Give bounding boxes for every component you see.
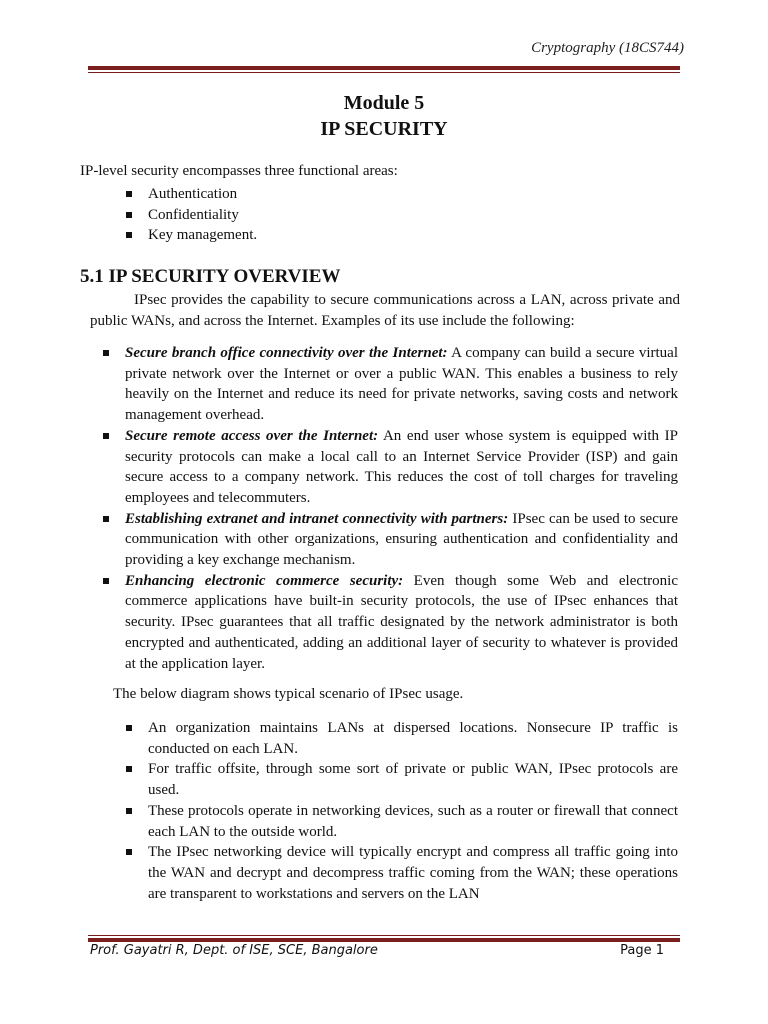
footer-rule-thin	[88, 935, 680, 936]
list-item: These protocols operate in networking devices, such as a router or firewall that connect each LAN to the outside world.	[148, 801, 678, 842]
square-bullet-icon	[126, 232, 132, 238]
topic-title: IP SECURITY	[320, 118, 448, 140]
square-bullet-icon	[126, 191, 132, 197]
module-title: Module 5	[343, 92, 425, 114]
header-rule-thick	[88, 66, 680, 70]
square-bullet-icon	[126, 849, 132, 855]
list-item: Establishing extranet and intranet connectivity with partners: IPsec can be used to secure communication with other organizations, ensuring authentication and confidentiality and providing a key exchange mechanism.	[125, 509, 678, 571]
list-item: Enhancing electronic commerce security: Even though some Web and electronic commerce applications have built-in security protocols, the use of IPsec enhances that security. IPsec guarantees that all traffic designated by the network administrator is both encrypted and authenticated, adding an additional layer of security to whatever is provided at the application layer.	[125, 571, 678, 675]
course-header: Cryptography (18CS744)	[531, 40, 684, 56]
square-bullet-icon	[126, 808, 132, 814]
square-bullet-icon	[103, 578, 109, 584]
square-bullet-icon	[103, 350, 109, 356]
section-heading: 5.1 IP SECURITY OVERVIEW	[80, 266, 341, 287]
square-bullet-icon	[126, 212, 132, 218]
square-bullet-icon	[126, 725, 132, 731]
page-number: Page 1	[620, 943, 664, 958]
diagram-intro-text: The below diagram shows typical scenario of IPsec usage.	[113, 686, 464, 702]
header-rule-thin	[88, 72, 680, 73]
square-bullet-icon	[103, 433, 109, 439]
footer-author: Prof. Gayatri R, Dept. of ISE, SCE, Bangalore	[90, 943, 378, 958]
square-bullet-icon	[103, 516, 109, 522]
list-item: Key management.	[148, 225, 708, 246]
list-item: Secure remote access over the Internet: An end user whose system is equipped with IP security protocols can make a local call to an Internet Service Provider (ISP) and gain secure access to a company network. This reduces the cost of toll charges for traveling employees and telecommuters.	[125, 426, 678, 509]
list-item: Confidentiality	[148, 205, 708, 226]
functional-areas-list	[148, 184, 708, 246]
list-item: The IPsec networking device will typically encrypt and compress all traffic going into the WAN and decrypt and decompress traffic coming from the WAN; these operations are transparent to workstations and servers on the LAN	[148, 842, 678, 904]
intro-text: IP-level security encompasses three functional areas:	[80, 163, 398, 179]
list-item: For traffic offsite, through some sort of private or public WAN, IPsec protocols are used.	[148, 759, 678, 800]
footer-rule-thick	[88, 938, 680, 942]
list-item: Secure branch office connectivity over the Internet: A company can build a secure virtual private network over the Internet or over a public WAN. This enables a business to rely heavily on the Internet and reduce its need for private networks, saving costs and network management overhead.	[125, 343, 678, 426]
list-item: Authentication	[148, 184, 708, 205]
square-bullet-icon	[126, 766, 132, 772]
list-item: An organization maintains LANs at dispersed locations. Nonsecure IP traffic is conducted on each LAN.	[148, 718, 678, 759]
overview-paragraph: IPsec provides the capability to secure communications across a LAN, across private and public WANs, and across the Internet. Examples of its use include the following:	[90, 292, 680, 329]
ipsec-uses-list	[125, 343, 678, 674]
scenario-list	[148, 718, 678, 904]
